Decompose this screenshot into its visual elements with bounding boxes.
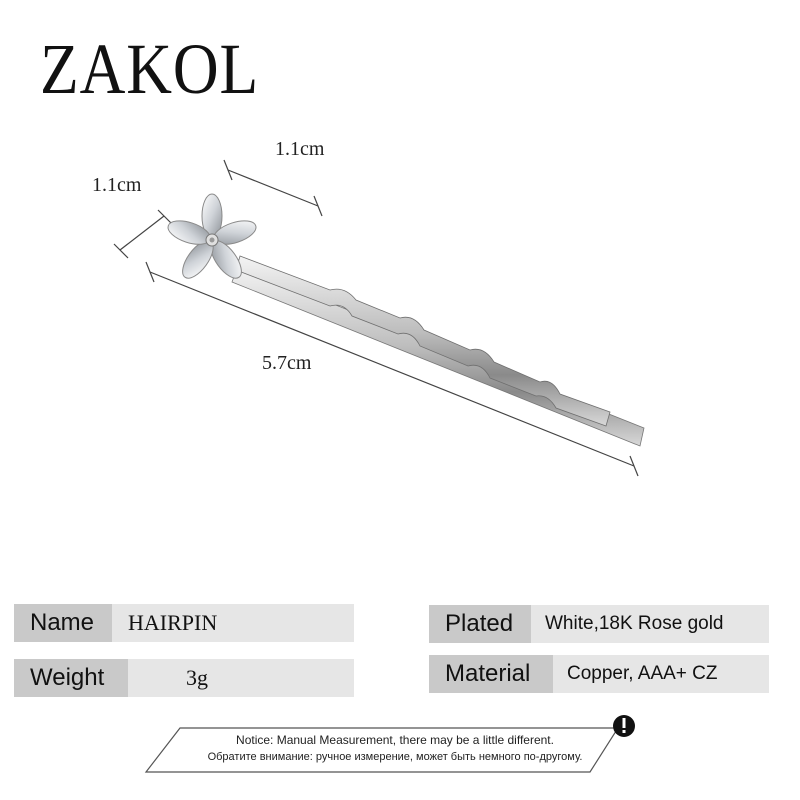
spec-plated-value: White,18K Rose gold: [545, 613, 724, 634]
spec-material-value: Copper, AAA+ CZ: [567, 663, 718, 684]
notice-text-en: Notice: Manual Measurement, there may be a little different.: [236, 733, 554, 747]
brand-logo: ZAKOL: [40, 29, 260, 109]
spec-plated-row: [429, 605, 769, 643]
spec-material-row: [429, 655, 769, 693]
spec-name-label: Name: [14, 604, 112, 642]
notice-text-ru: Обратите внимание: ручное измерение, может быть немного по-другому.: [207, 751, 583, 763]
spec-material-label: Material: [429, 655, 553, 693]
length-dimension-label: 5.7cm: [262, 352, 312, 374]
height-dimension-label: 1.1cm: [92, 174, 142, 196]
spec-weight-value: 3g: [186, 665, 208, 690]
width-dimension-label: 1.1cm: [275, 138, 325, 160]
spec-name-row: [14, 604, 354, 642]
spec-weight-row: [14, 659, 354, 697]
spec-weight-label: Weight: [14, 659, 128, 697]
hairpin-body: [232, 256, 644, 446]
spec-plated-label: Plated: [429, 605, 531, 643]
spec-name-value: HAIRPIN: [128, 610, 218, 635]
